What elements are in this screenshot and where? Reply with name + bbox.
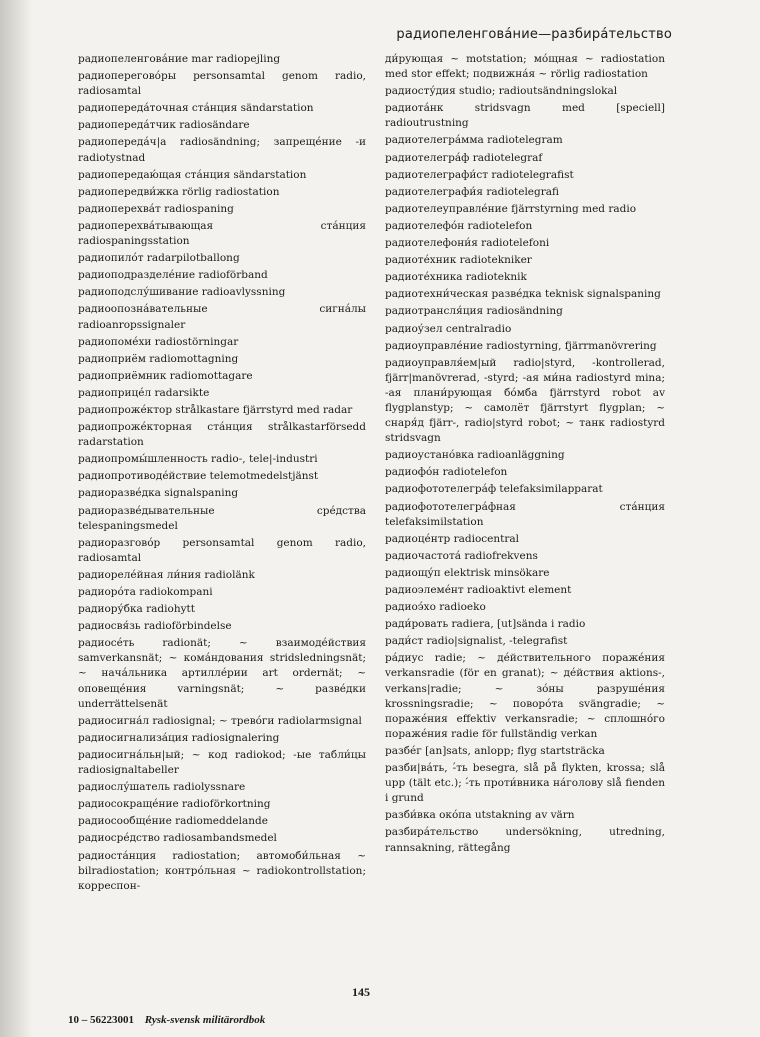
dictionary-entry: радиоста́нция radiostation; автомоби́льная ~ bilradiostation; контро́льная ~ radiokontrollstation; корреспон- [78, 849, 366, 892]
footer-code: 10 – 56223001 [68, 1014, 134, 1026]
dictionary-entry: радиотелегра́ф radiotelegraf [385, 151, 543, 164]
dictionary-entry: радиотелеграфи́я radiotelegrafi [385, 185, 560, 198]
dictionary-entry: радиотелефони́я radiotelefoni [385, 237, 550, 250]
dictionary-entry: радиопоме́хи radiostörningar [78, 335, 239, 348]
dictionary-entry: радиоперехва́тывающая ста́нция radiospaningsstation [78, 219, 366, 248]
footer [68, 1014, 265, 1026]
dictionary-entry: ради́ст radio|signalist, -telegrafist [385, 635, 568, 648]
dictionary-entry: радиопередви́жка rörlig radiostation [78, 185, 280, 198]
dictionary-entry: радиопромы́шленность radio-, tele|-industri [78, 453, 318, 466]
left-column [78, 52, 366, 896]
dictionary-entry: радиофо́н radiotelefon [385, 466, 508, 479]
dictionary-entry: радиоте́хник radiotekniker [385, 254, 532, 267]
dictionary-entry: радиослу́шатель radiolyssnare [78, 781, 246, 794]
dictionary-entry: радиоуправле́ние radiostyrning, fjärrmanövrering [385, 339, 657, 352]
dictionary-entry: радиоперехва́т radiospaning [78, 202, 234, 215]
dictionary-entry: радиота́нк stridsvagn med [speciell] radioutrustning [385, 102, 665, 130]
dictionary-entry: радиотрансля́ция radiosändning [385, 305, 563, 318]
dictionary-entry: ди́рующая ~ motstation; мо́щная ~ radiostation med stor effekt; подвижна́я ~ rörlig radiostation [385, 53, 665, 81]
dictionary-entry: радиощу́п elektrisk minsökare [385, 566, 550, 579]
dictionary-entry: радиосигна́л radiosignal; ~ трево́ги radiolarmsignal [78, 714, 362, 727]
dictionary-entry: радиоразгово́р personsamtal genom radio, radiosamtal [78, 536, 366, 564]
dictionary-entry: радиосту́дия studio; radioutsändningslokal [385, 85, 618, 98]
dictionary-entry: радиоподразделе́ние radioförband [78, 269, 268, 282]
dictionary-entry: радиосвя́зь radioförbindelse [78, 620, 232, 633]
dictionary-entry: радиоро́та radiokompani [78, 586, 213, 598]
dictionary-entry: радиопереда́ч|а radiosändning; запреще́ние -и radiotystnad [78, 136, 366, 164]
dictionary-entry: радиотелеграфи́ст radiotelegrafist [385, 168, 574, 181]
dictionary-entry: радиочастота́ radiofrekvens [385, 549, 538, 562]
dictionary-entry: радиопроже́кторная ста́нция strålkastarförsedd radarstation [78, 421, 366, 449]
dictionary-entry: разбира́тельство undersökning, utredning, rannsakning, rättegång [385, 826, 665, 854]
dictionary-entry: радиоэ́хо radioeko [385, 601, 486, 614]
dictionary-entry: радиоприце́л radarsikte [78, 386, 210, 399]
dictionary-entry: разби́вка око́па utstakning av värn [385, 809, 575, 822]
dictionary-entry: радиоприём radiomottagning [78, 352, 239, 365]
dictionary-entry: радиотелегра́мма radiotelegram [385, 134, 563, 147]
dictionary-entry: радиопроже́ктор strålkastare fjärrstyrd med radar [78, 403, 353, 416]
dictionary-entry: радиопередаю́щая ста́нция sändarstation [78, 168, 307, 181]
dictionary-entry: радиоустано́вка radioanläggning [385, 449, 565, 462]
dictionary-entry: радиоце́нтр radiocentral [385, 532, 519, 545]
footer-title: Rysk-svensk militärordbok [144, 1014, 266, 1026]
dictionary-entry: радиоопозна́вательные сигна́лы radioanropssignaler [78, 303, 366, 331]
running-head: радиопеленгова́ние—разбира́тельство [396, 27, 672, 42]
dictionary-entry: радиоприёмник radiomottagare [78, 369, 253, 382]
dictionary-entry: радиоподслу́шивание radioavlyssning [78, 286, 286, 299]
dictionary-entry: радиофототелегра́фная ста́нция telefaksimilstation [385, 500, 665, 528]
dictionary-entry: радиосообще́ние radiomeddelande [78, 815, 268, 828]
dictionary-entry: радиотелефо́н radiotelefon [385, 219, 533, 232]
dictionary-entry: радиосигна́льн|ый; ~ код radiokod; -ые табли́цы radiosignaltabeller [78, 748, 366, 777]
dictionary-entry: радиосре́дство radiosambandsmedel [78, 832, 277, 845]
dictionary-entry: ради́ровать radiera, [ut]sända i radio [385, 618, 586, 631]
dictionary-entry: радиосокраще́ние radioförkortning [78, 798, 271, 811]
dictionary-entry: радиоразве́дывательные сре́дства telespaningsmedel [78, 504, 366, 532]
dictionary-entry: радиопротиводе́йствие telemotmedelstjänst [78, 470, 319, 483]
dictionary-entry: радиопереда́точная ста́нция sändarstation [78, 102, 314, 115]
dictionary-entry: радиоуправля́ем|ый radio|styrd, -kontrollerad, fjärr|manövrerad, -styrd; -ая ми́на radiostyrd mina; -ая плани́рующая бо́мба fjärrstyrd robot av flygplanstyp; ~ самолёт fjärrstyrt flygplan; ~ снаря́д fjärr-, radio|styrd robot; ~ танк radiostyrd stridsvagn [385, 356, 665, 445]
dictionary-entry: радиосе́ть radionät; ~ взаимоде́йствия samverkansnät; ~ кома́ндования stridsledningsnät; ~ нача́льника артилле́рии art ordernät; ~ оповеще́ния varningsnät; ~ разве́дки underrättelsenät [78, 637, 366, 710]
dictionary-entry: радиоу́зел centralradio [385, 322, 512, 335]
right-column [385, 52, 665, 858]
dictionary-entry: радиотехни́ческая разве́дка teknisk signalspaning [385, 288, 661, 301]
dictionary-entry: радиофототелегра́ф telefaksimilapparat [385, 483, 603, 496]
dictionary-entry: разби|ва́ть, -́ть besegra, slå på flykten, krossa; slå upp (tält etc.); -́ть проти́вника на́голову slå fienden i grund [385, 762, 665, 805]
dictionary-entry: радиоэлеме́нт radioaktivt element [385, 584, 572, 596]
dictionary-entry: радиоперегово́ры personsamtal genom radio, radiosamtal [78, 70, 366, 98]
dictionary-entry: ра́диус radie; ~ де́йствительного пораже́ния verkansradie (för en granat); ~ де́йствия aktions-, verkans|radie; ~ зо́ны разруше́ния krossningsradie; ~ поворо́та svängradie; ~ пораже́ния effektiv verkansradie; ~ сплошно́го пораже́ния radie för fullständig verkan [385, 652, 665, 740]
dictionary-entry: радиоразве́дка signalspaning [78, 487, 239, 500]
dictionary-entry: разбе́г [an]sats, anlopp; flyg startsträcka [385, 744, 605, 757]
dictionary-entry: радиосигнализа́ция radiosignalering [78, 731, 280, 744]
dictionary-entry: радиопило́т radarpilotballong [78, 252, 240, 265]
dictionary-entry: радиопеленгова́ние mar radiopejling [78, 53, 281, 65]
dictionary-entry: радиотелеуправле́ние fjärrstyrning med radio [385, 202, 637, 215]
dictionary-entry: радиору́бка radiohytt [78, 603, 195, 616]
dictionary-entry: радиоте́хника radioteknik [385, 271, 527, 284]
page-spine-shadow [0, 0, 32, 1037]
dictionary-entry: радиопереда́тчик radiosändare [78, 119, 250, 132]
page-number: 145 [352, 985, 370, 999]
dictionary-entry: радиореле́йная ли́ния radiolänk [78, 568, 255, 581]
